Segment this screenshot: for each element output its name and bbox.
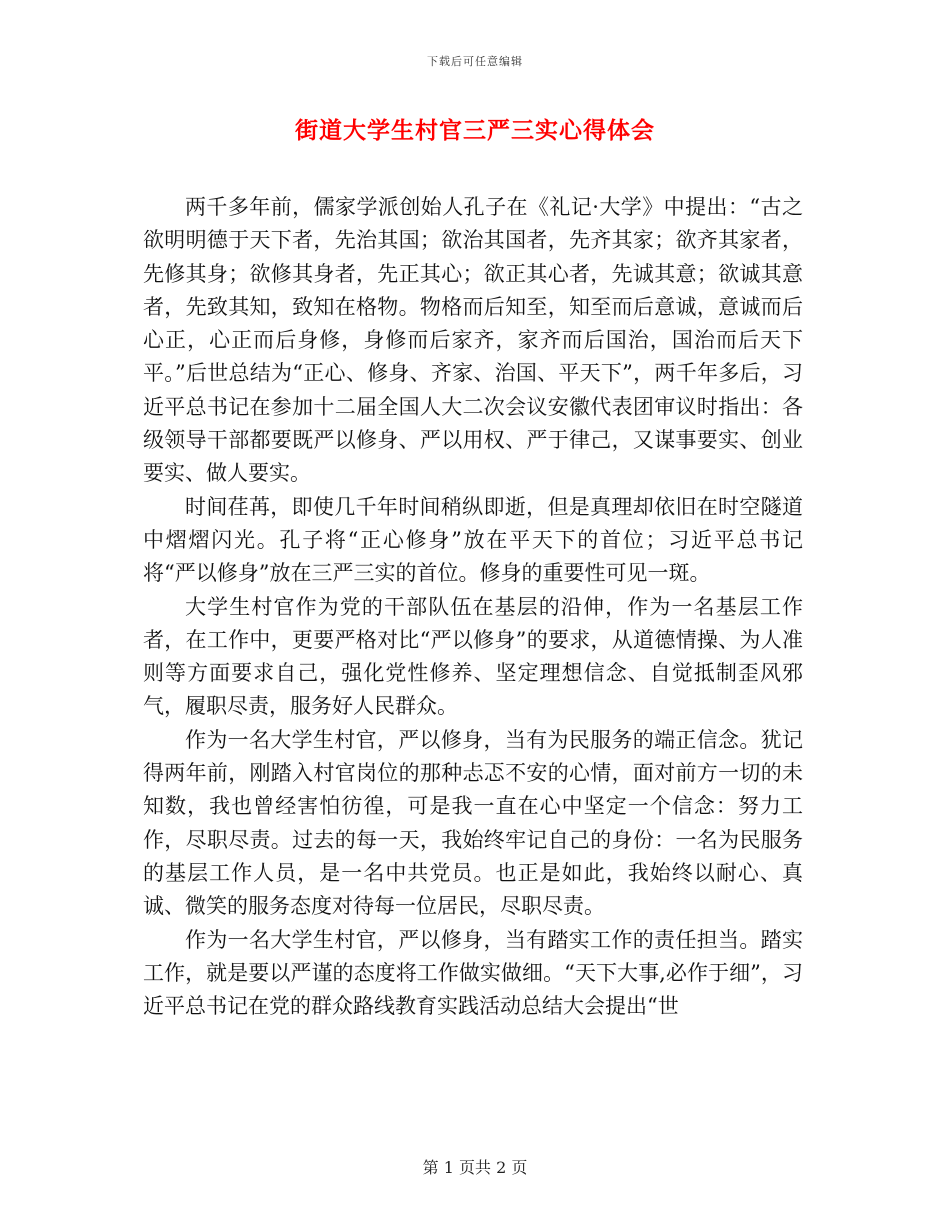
document-body	[143, 191, 803, 1023]
paragraph-2: 时间荏苒，即使几千年时间稍纵即逝，但是真理却依旧在时空隧道中熠熠闪光。孔子将“正心修身”放在平天下的首位；习近平总书记将“严以修身”放在三严三实的首位。修身的重要性可见一斑。	[143, 494, 803, 586]
page-number-footer: 第 1 页共 2 页	[422, 1158, 528, 1177]
paragraph-3: 大学生村官作为党的干部队伍在基层的沿伸，作为一名基层工作者，在工作中，更要严格对比“严以修身”的要求，从道德情操、为人准则等方面要求自己，强化党性修养、坚定理想信念、自觉抵制歪风邪气，履职尽责，服务好人民群众。	[143, 594, 803, 719]
document-title: 街道大学生村官三严三实心得体会	[295, 117, 655, 144]
page-header-note: 下载后可任意编辑	[427, 55, 523, 68]
paragraph-5: 作为一名大学生村官，严以修身，当有踏实工作的责任担当。踏实工作，就是要以严谨的态度将工作做实做细。“天下大事,必作于细”，习近平总书记在党的群众路线教育实践活动总结大会提出“世	[143, 927, 803, 1019]
paragraph-1: 两千多年前，儒家学派创始人孔子在《礼记·大学》中提出：“古之欲明明德于天下者，先治其国；欲治其国者，先齐其家；欲齐其家者，先修其身；欲修其身者，先正其心；欲正其心者，先诚其意；欲诚其意者，先致其知，致知在格物。物格而后知至，知至而后意诚，意诚而后心正，心正而后身修，身修而后家齐，家齐而后国治，国治而后天下平。”后世总结为“正心、修身、齐家、治国、平天下”，两千年多后，习近平总书记在参加十二届全国人大二次会议安徽代表团审议时指出：各级领导干部都要既严以修身、严以用权、严于律己，又谋事要实、创业要实、做人要实。	[143, 195, 803, 486]
paragraph-4: 作为一名大学生村官，严以修身，当有为民服务的端正信念。犹记得两年前，刚踏入村官岗位的那种忐忑不安的心情，面对前方一切的未知数，我也曾经害怕彷徨，可是我一直在心中坚定一个信念：努力工作，尽职尽责。过去的每一天，我始终牢记自己的身份：一名为民服务的基层工作人员，是一名中共党员。也正是如此，我始终以耐心、真诚、微笑的服务态度对待每一位居民，尽职尽责。	[143, 727, 803, 919]
